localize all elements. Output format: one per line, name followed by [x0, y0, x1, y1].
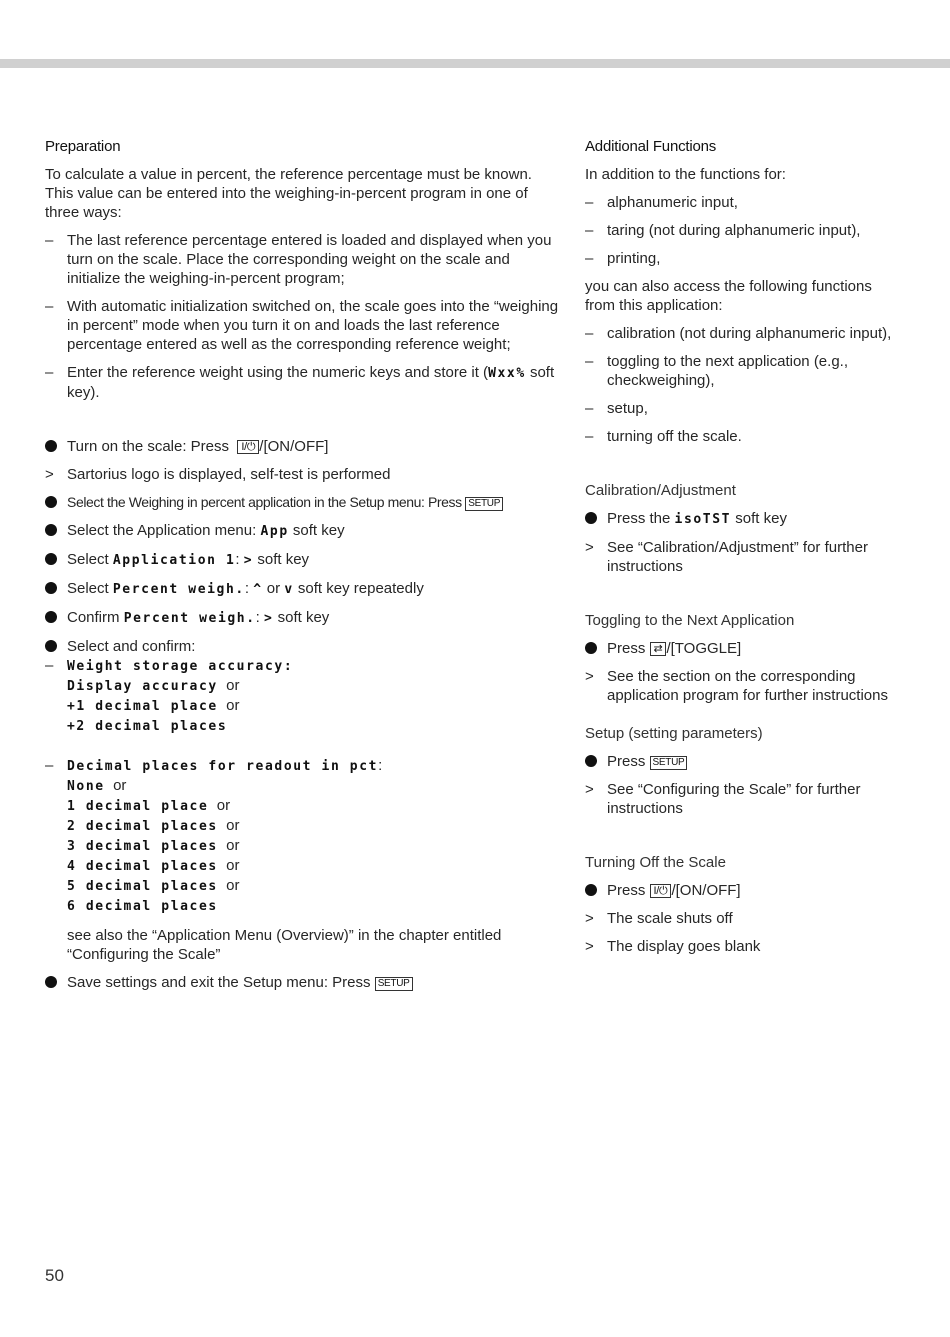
function-item: – printing,: [585, 250, 661, 267]
option-line: Display accuracy or: [67, 677, 240, 694]
bullet-icon: [45, 976, 57, 988]
turn-off-note: > The scale shuts off: [585, 910, 733, 927]
step-application-1: Select Application 1: > soft key: [45, 550, 560, 570]
step-percent-weigh-select: Select Percent weigh.: ^ or v soft key repeatedly: [45, 579, 560, 599]
step-turn-on: Turn on the scale: Press I/⏻ /[ON/OFF]: [45, 437, 560, 456]
option-line: 4 decimal places or: [67, 857, 240, 874]
preparation-heading: Preparation: [45, 138, 121, 155]
setup-heading: Setup (setting parameters): [585, 725, 763, 742]
calibration-heading: Calibration/Adjustment: [585, 482, 736, 499]
bullet-icon: [585, 884, 597, 896]
step-select-application: Select the Weighing in percent application in the Setup menu: Press SETUP: [45, 493, 560, 512]
setup-key-icon: SETUP: [465, 497, 503, 511]
function-item: – toggling to the next application (e.g., checkweighing),: [585, 353, 848, 389]
also-access-text: you can also access the following functions from this application:: [585, 278, 872, 314]
bullet-icon: [585, 755, 597, 767]
preparation-intro: To calculate a value in percent, the reference percentage must be known. This value can be entered into the weighing-in-percent program in one of three ways:: [45, 166, 532, 221]
see-also-note: see also the “Application Menu (Overview)” in the chapter entitled “Configuring the Scale”: [67, 927, 502, 963]
on-off-key-icon: I/⏻: [237, 440, 259, 454]
additional-intro: In addition to the functions for:: [585, 166, 786, 183]
setup-note: > See “Configuring the Scale” for further instructions: [585, 781, 861, 817]
toggle-heading: Toggling to the Next Application: [585, 612, 795, 629]
page-number: 50: [45, 1266, 64, 1285]
bullet-icon: [45, 640, 57, 652]
step-self-test: > Sartorius logo is displayed, self-test is performed: [45, 466, 391, 483]
option-line: 6 decimal places: [67, 899, 218, 914]
turn-off-step: Press I/⏻ /[ON/OFF]: [585, 881, 905, 900]
decimal-options: – Decimal places for readout in pct: None or 1 decimal place or 2 decimal places or 3 decimal places or 4 decimal places or 5 decimal places or 6 decimal places: [45, 756, 560, 916]
function-item: – turning off the scale.: [585, 428, 742, 445]
additional-functions-heading: Additional Functions: [585, 138, 717, 155]
bullet-icon: [45, 582, 57, 594]
left-column: [45, 137, 560, 1001]
accuracy-title: Weight storage accuracy:: [67, 659, 294, 674]
bullet-icon: [45, 524, 57, 536]
lcd-wxx: Wxx%: [488, 366, 526, 381]
toggle-note: > See the section on the corresponding application program for further instructions: [585, 668, 888, 704]
function-item: – alphanumeric input,: [585, 194, 738, 211]
step-percent-weigh-confirm: Confirm Percent weigh.: > soft key: [45, 608, 560, 628]
accuracy-options: – Weight storage accuracy: Display accuracy or +1 decimal place or +2 decimal places: [45, 656, 560, 736]
calibration-step: Press the isoTST soft key: [585, 509, 905, 529]
step-save-settings: Save settings and exit the Setup menu: Press SETUP: [45, 973, 560, 992]
bullet-icon: [585, 642, 597, 654]
way-item-1: – The last reference percentage entered is loaded and displayed when you turn on the scale. Place the corresponding weight on the scale and initialize the weighing-in-percent program;: [45, 232, 552, 287]
on-off-key-icon: I/⏻: [650, 884, 672, 898]
step-select-confirm: Select and confirm:: [45, 637, 560, 656]
toggle-key-icon: ⇄: [650, 642, 667, 656]
option-line: 1 decimal place or: [67, 797, 231, 814]
setup-step: Press SETUP: [585, 752, 905, 771]
turn-off-heading: Turning Off the Scale: [585, 854, 726, 871]
option-line: 5 decimal places or: [67, 877, 240, 894]
function-item: – setup,: [585, 400, 648, 417]
setup-key-icon: SETUP: [650, 756, 688, 770]
setup-key-icon: SETUP: [375, 977, 413, 991]
turn-off-note: > The display goes blank: [585, 938, 761, 955]
bullet-icon: [45, 553, 57, 565]
bullet-icon: [45, 440, 57, 452]
option-line: None or: [67, 777, 127, 794]
decimal-title: Decimal places for readout in pct: [67, 759, 379, 774]
header-rule: [0, 59, 950, 68]
function-item: – calibration (not during alphanumeric input),: [585, 325, 892, 342]
toggle-step: Press ⇄ /[TOGGLE]: [585, 639, 905, 658]
option-line: +1 decimal place or: [67, 697, 240, 714]
way-item-2: – With automatic initialization switched on, the scale goes into the “weighing in percent” mode when you turn it on and loads the last reference percentage entered as well as the corresponding reference weight;: [45, 298, 559, 353]
function-item: – taring (not during alphanumeric input),: [585, 222, 861, 239]
way-item-3: – Enter the reference weight using the numeric keys and store it (Wxx% soft key).: [45, 364, 555, 401]
bullet-icon: [45, 611, 57, 623]
option-line: 2 decimal places or: [67, 817, 240, 834]
option-line: 3 decimal places or: [67, 837, 240, 854]
bullet-icon: [45, 496, 57, 508]
option-line: +2 decimal places: [67, 719, 228, 734]
right-column: [585, 137, 905, 965]
calibration-note: > See “Calibration/Adjustment” for further instructions: [585, 539, 868, 575]
bullet-icon: [585, 512, 597, 524]
step-app-menu: Select the Application menu: App soft key: [45, 521, 560, 541]
